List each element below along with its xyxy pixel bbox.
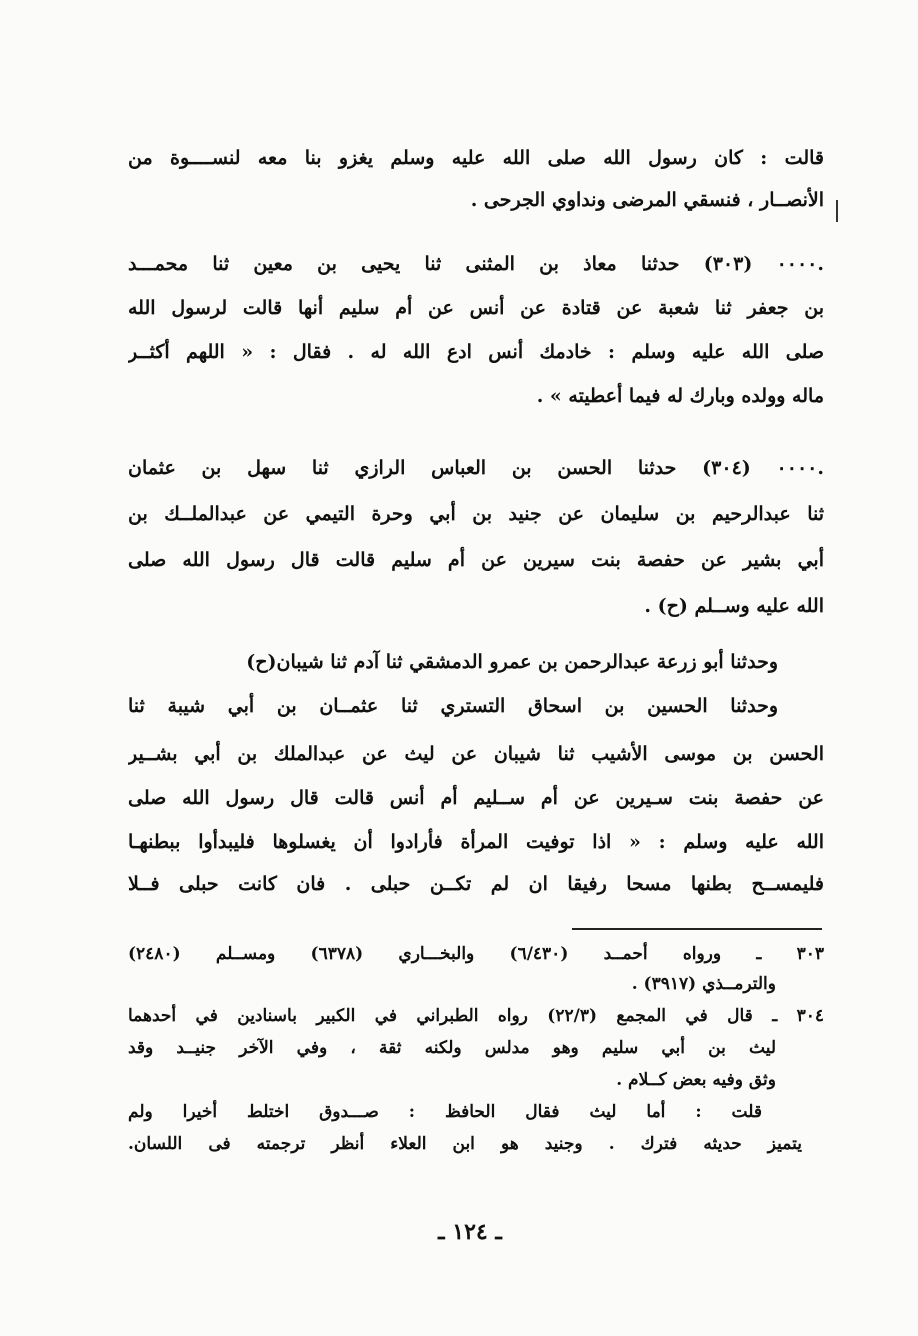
- page-number: ـ ١٢٤ ـ: [438, 1219, 502, 1245]
- text-line: الله عليه وســلم (ح) .: [644, 595, 824, 617]
- text-line: أبي بشير عن حفصة بنت سيرين عن أم سليم قالت قال رسول الله صلى: [128, 549, 824, 571]
- footnote-line: ٣٠٣ ـ ورواه أحمــد (٦/٤٣٠) والبخـــاري (٦٣٧٨) ومســلم (٢٤٨٠): [128, 944, 824, 964]
- paragraph-hadith-303: [128, 244, 824, 416]
- margin-mark: [836, 200, 838, 222]
- footnote-line: والترمــذي (٣٩١٧) .: [631, 974, 776, 994]
- text-line: الحسن بن موسى الأشيب ثنا شيبان عن ليث عن عبدالملك بن أبي بشــير: [128, 743, 824, 765]
- text-line: الأنصــار ، فنسقي المرضى ونداوي الجرحى .: [470, 189, 824, 211]
- text-line: بن جعفر ثنا شعبة عن قتادة عن أنس عن أم سليم أنها قالت لرسول الله: [128, 297, 824, 319]
- footnote-line: وثق وفيه بعض كــلام .: [616, 1070, 776, 1090]
- text-line: وحدثنا الحسين بن اسحاق التستري ثنا عثمــان بن أبي شيبة ثنا: [128, 695, 778, 717]
- paragraph-hadith-304: [128, 448, 824, 624]
- footnote-line: ٣٠٤ ـ قال في المجمع (٢٢/٣) رواه الطبراني في الكبير باسنادين في أحدهما: [128, 1006, 824, 1026]
- text-line: فليمســح بطنها مسحا رفيقا ان لم تكــن حبلى . فان كانت حبلى فــلا: [128, 873, 824, 895]
- text-line: .٠٠٠٠ (٣٠٤) حدثنا الحسن بن العباس الرازي ثنا سهل بن عثمان: [128, 457, 824, 479]
- text-line: صلى الله عليه وسلم : خادمك أنس ادع الله له . فقال : « اللهم أكثــر: [128, 341, 824, 363]
- text-line: قالت : كان رسول الله صلى الله عليه وسلم يغزو بنا معه لنســــوة من: [128, 147, 824, 169]
- text-line: .٠٠٠٠ (٣٠٣) حدثنا معاذ بن المثنى ثنا يحيى بن معين ثنا محمـــد: [128, 253, 824, 275]
- footnote-line: يتميز حديثه فترك . وجنيد هو ابن العلاء أنظر ترجمته فى اللسان.: [128, 1134, 802, 1154]
- footnote-line: قلت : أما ليث فقال الحافظ : صـــدوق اختلط أخيرا ولم: [128, 1102, 762, 1122]
- text-line: ثنا عبدالرحيم بن سليمان عن جنيد بن أبي وحرة التيمي عن عبدالملــك بن: [128, 503, 824, 525]
- text-line: الله عليه وسلم : « اذا توفيت المرأة فأرادوا أن يغسلوها فليبدأوا ببطنهـا: [128, 831, 824, 853]
- paragraph-1: [128, 138, 824, 222]
- footnote-rule: [572, 928, 822, 930]
- text-line: ماله وولده وبارك له فيما أعطيته » .: [536, 385, 824, 407]
- footnote-line: ليث بن أبي سليم وهو مدلس ولكنه ثقة ، وفي الآخر جنيــد وقد: [128, 1038, 776, 1058]
- text-line: وحدثنا أبو زرعة عبدالرحمن بن عمرو الدمشقي ثنا آدم ثنا شيبان(ح): [246, 651, 778, 673]
- text-line: عن حفصة بنت سـيرين عن أم ســليم أم أنس قالت قال رسول الله صلى: [128, 787, 824, 809]
- paragraph-chain: [128, 642, 824, 904]
